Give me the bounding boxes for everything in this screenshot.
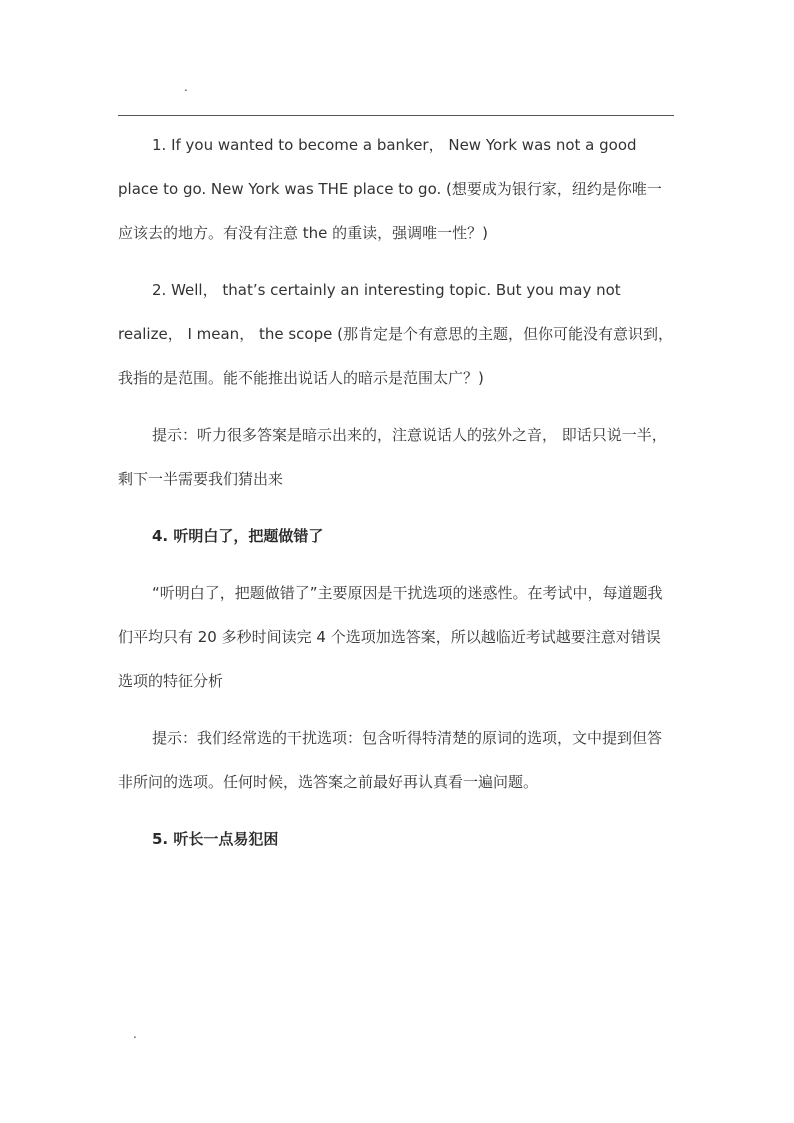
paragraph-hint-implied: 提示：听力很多答案是暗示出来的，注意说话人的弦外之音， 即话只说一半，剩下一半需要我们猜出来 [118, 426, 667, 488]
section-4-paragraph: “听明白了，把题做错了”主要原因是干扰选项的迷惑性。在考试中，每道题我们平均只有 20 多秒时间读完 4 个选项加选答案，所以越临近考试越要注意对错误选项的特征分析 [118, 584, 663, 690]
footer-dot-mark: . [133, 1027, 137, 1041]
paragraph-scope-example: 2. Well， that’s certainly an interesting topic. But you may not realize， I mean， the scope (那肯定是个有意思的主题，但你可能没有意识到，我指的是范围。能不能推出说话人的暗示是范围太广？) [118, 281, 673, 387]
paragraph-banker-example: 1. If you wanted to become a banker， New York was not a good place to go. New York was THE place to go. (想要成为银行家，纽约是你唯一应该去的地方。有没有注意 the 的重读，强调唯一性？) [118, 136, 662, 242]
section-4-heading: 4. 听明白了，把题做错了 [152, 527, 324, 545]
header-dot-mark: . [184, 80, 188, 94]
document-body [118, 123, 674, 861]
section-4-tip: 提示：我们经常选的干扰选项：包含听得特清楚的原词的选项，文中提到但答非所问的选项。任何时候，选答案之前最好再认真看一遍问题。 [118, 729, 663, 791]
section-5-heading: 5. 听长一点易犯困 [152, 830, 279, 848]
header-divider [118, 115, 674, 116]
